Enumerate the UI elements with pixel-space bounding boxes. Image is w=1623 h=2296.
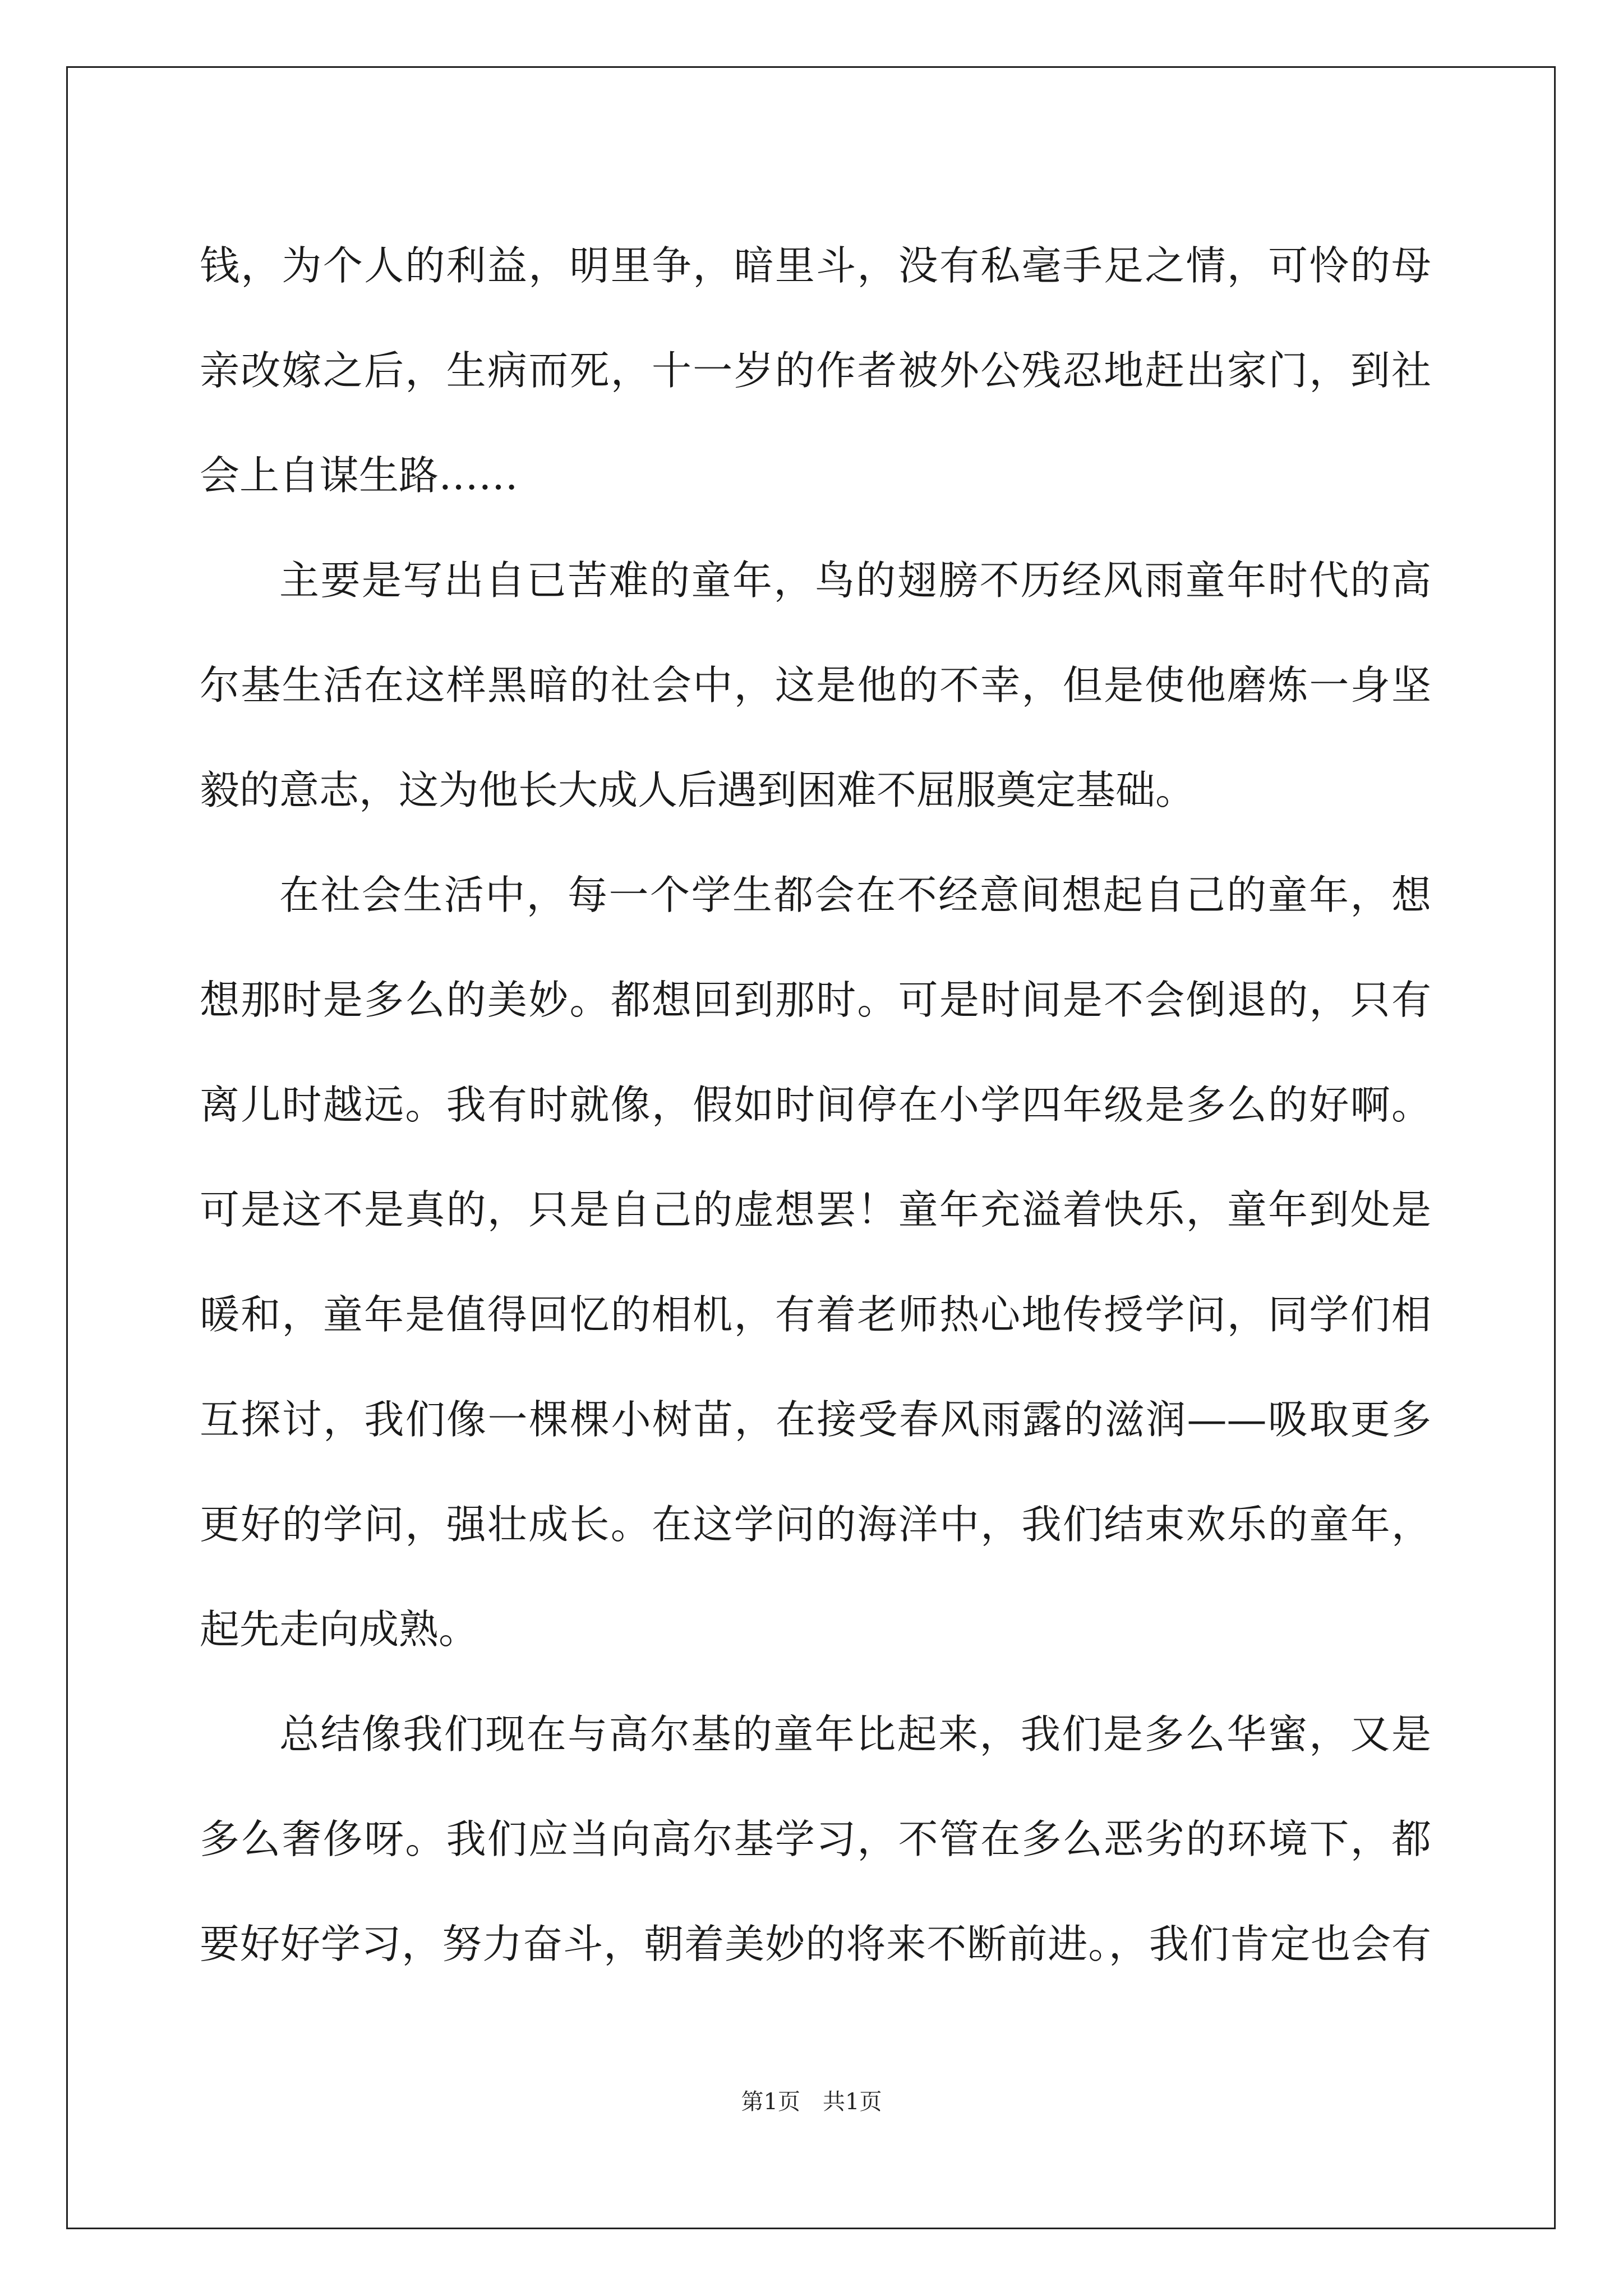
text-line: 钱，为个人的利益，明里争，暗里斗，没有私毫手足之情，可怜的母	[200, 242, 1431, 289]
text-line: 起先走向成熟。	[200, 1606, 479, 1653]
text-line: 离儿时越远。我有时就像，假如时间停在小学四年级是多么的好啊。	[200, 1082, 1431, 1128]
text-line: 在社会生活中，每一个学生都会在不经意间想起自己的童年，想	[279, 872, 1431, 918]
text-line: 更好的学问，强壮成长。在这学问的海洋中，我们结束欢乐的童年，	[200, 1501, 1431, 1548]
page-footer: 第1页 共1页	[741, 2089, 882, 2115]
text-line: 会上自谋生路……	[200, 452, 519, 499]
text-line: 毅的意志，这为他长大成人后遇到困难不屈服奠定基础。	[200, 767, 1196, 813]
text-line: 亲改嫁之后，生病而死，十一岁的作者被外公残忍地赶出家门，到社	[200, 347, 1431, 394]
text-line: 想那时是多么的美妙。都想回到那时。可是时间是不会倒退的，只有	[200, 977, 1431, 1023]
text-line: 主要是写出自已苦难的童年，鸟的翅膀不历经风雨童年时代的高	[279, 557, 1431, 604]
text-line: 可是这不是真的，只是自己的虚想罢！童年充溢着快乐，童年到处是	[200, 1186, 1431, 1233]
text-line: 要好好学习，努力奋斗，朝着美妙的将来不断前进。，我们肯定也会有	[200, 1921, 1431, 1967]
text-line: 互探讨，我们像一棵棵小树苗，在接受春风雨露的滋润——吸取更多	[200, 1396, 1431, 1443]
text-line: 总结像我们现在与高尔基的童年比起来，我们是多么华蜜，又是	[279, 1711, 1431, 1757]
document-body	[200, 213, 1431, 1996]
text-line: 多么奢侈呀。我们应当向高尔基学习，不管在多么恶劣的环境下，都	[200, 1816, 1431, 1862]
text-line: 尔基生活在这样黑暗的社会中，这是他的不幸，但是使他磨炼一身坚	[200, 662, 1431, 708]
text-line: 暖和，童年是值得回忆的相机，有着老师热心地传授学问，同学们相	[200, 1291, 1431, 1338]
